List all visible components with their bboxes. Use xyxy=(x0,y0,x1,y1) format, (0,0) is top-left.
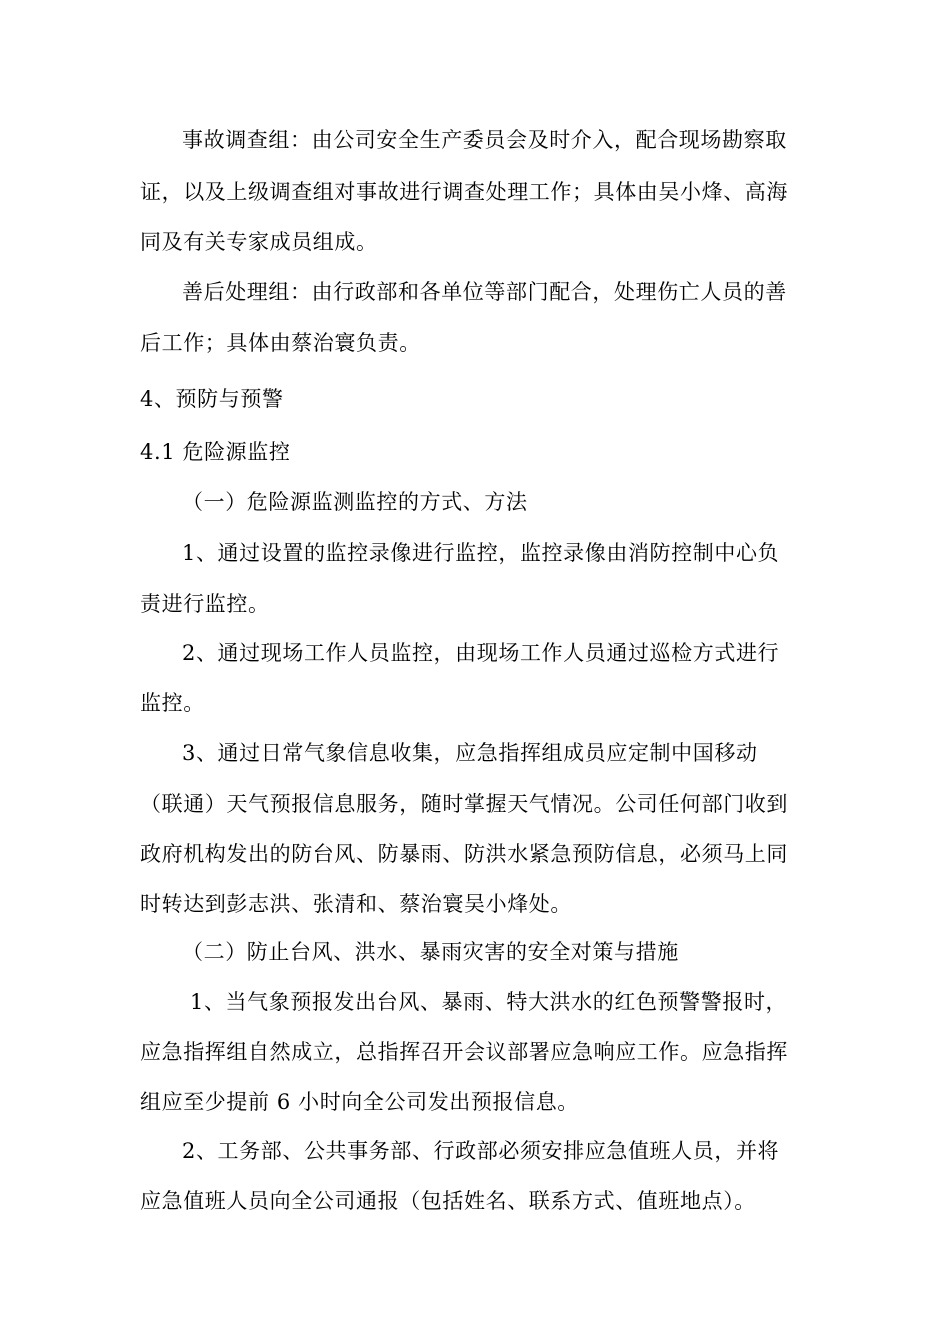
paragraph-line: 后工作；具体由蔡治寰负责。 xyxy=(140,331,421,355)
subsection-title: （二）防止台风、洪水、暴雨灾害的安全对策与措施 xyxy=(182,940,679,964)
subsection-heading: 4.1 危险源监控 xyxy=(140,440,291,464)
paragraph-line: 2、工务部、公共事务部、行政部必须安排应急值班人员，并将 xyxy=(182,1139,780,1163)
section-heading: 4、预防与预警 xyxy=(140,387,284,411)
paragraph-line: 同及有关专家成员组成。 xyxy=(140,230,378,254)
paragraph-line: 监控。 xyxy=(140,691,205,715)
paragraph-line: （联通）天气预报信息服务，随时掌握天气情况。公司任何部门收到 xyxy=(140,792,788,816)
paragraph-line: 应急值班人员向全公司通报（包括姓名、联系方式、值班地点）。 xyxy=(140,1189,756,1213)
paragraph-line: 政府机构发出的防台风、防暴雨、防洪水紧急预防信息，必须马上同 xyxy=(140,842,788,866)
paragraph-line: 应急指挥组自然成立，总指挥召开会议部署应急响应工作。应急指挥 xyxy=(140,1040,788,1064)
paragraph-line: 组应至少提前 6 小时向全公司发出预报信息。 xyxy=(140,1090,579,1114)
paragraph-line: 1、通过设置的监控录像进行监控，监控录像由消防控制中心负 xyxy=(182,541,780,565)
paragraph-line: 时转达到彭志洪、张清和、蔡治寰吴小烽处。 xyxy=(140,892,572,916)
paragraph-line: 善后处理组：由行政部和各单位等部门配合，处理伤亡人员的善 xyxy=(182,280,787,304)
paragraph-line: 1、当气象预报发出台风、暴雨、特大洪水的红色预警警报时， xyxy=(190,990,788,1014)
paragraph-line: 2、通过现场工作人员监控，由现场工作人员通过巡检方式进行 xyxy=(182,641,780,665)
paragraph-line: 事故调查组：由公司安全生产委员会及时介入，配合现场勘察取 xyxy=(182,128,787,152)
paragraph-line: 3、通过日常气象信息收集，应急指挥组成员应定制中国移动 xyxy=(182,741,758,765)
paragraph-line: 责进行监控。 xyxy=(140,592,270,616)
subsection-title: （一）危险源监测监控的方式、方法 xyxy=(182,490,528,514)
paragraph-line: 证，以及上级调查组对事故进行调查处理工作；具体由吴小烽、高海 xyxy=(140,180,788,204)
